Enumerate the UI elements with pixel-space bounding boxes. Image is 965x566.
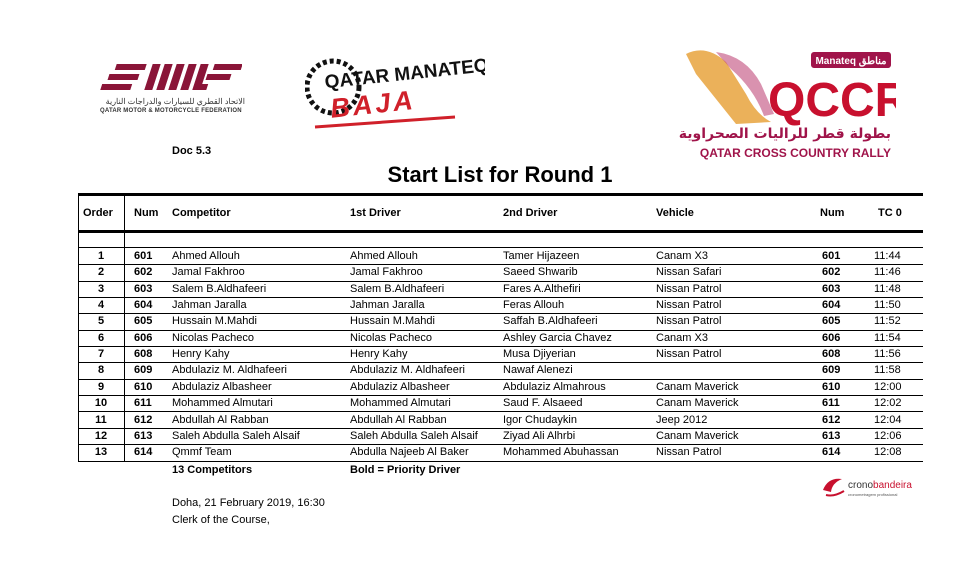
cell-vehicle: Jeep 2012: [656, 413, 708, 426]
cell-driver1: Abdulla Najeeb Al Baker: [350, 446, 469, 459]
column-header-vehicle: Vehicle: [656, 207, 694, 219]
cell-competitor: Jamal Fakhroo: [172, 266, 245, 279]
cell-competitor: Qmmf Team: [172, 446, 232, 459]
cell-vehicle: Nissan Patrol: [656, 315, 722, 328]
cell-driver2: Saffah B.Aldhafeeri: [503, 315, 598, 328]
table-row: [78, 429, 923, 445]
qccr-arabic-name: بطولة قطر للراليات الصحراوية: [678, 126, 891, 142]
table-row: [78, 363, 923, 379]
qmmf-arabic-name: الاتحاد القطري للسيارات والدراجات النارية: [105, 97, 245, 106]
column-header-competitor: Competitor: [172, 207, 231, 219]
cell-driver2: Tamer Hijazeen: [503, 250, 580, 262]
cell-num2: 605: [822, 315, 841, 328]
cell-order: 4: [97, 299, 105, 312]
cell-order: 5: [97, 315, 105, 328]
crono-tagline: cronometragem profissional: [848, 492, 898, 497]
cell-driver2: Mohammed Abuhassan: [503, 446, 619, 459]
baja-logo-line2: BAJA: [328, 84, 418, 124]
cell-vehicle: Canam Maverick: [656, 429, 739, 442]
cell-num: 612: [134, 413, 153, 426]
cell-num2: 614: [822, 446, 841, 459]
cell-tc0: 11:46: [874, 266, 901, 279]
cell-vehicle: Nissan Safari: [656, 266, 722, 279]
column-header-num2: Num: [820, 207, 845, 219]
cell-num2: 609: [822, 364, 841, 377]
cell-driver1: Mohammed Almutari: [350, 397, 451, 410]
table-row: [78, 347, 923, 363]
cell-order: 2: [97, 266, 105, 279]
crono-swoosh-icon: [823, 479, 842, 492]
cell-driver2: Ziyad Ali Alhrbi: [503, 429, 576, 442]
cell-num: 604: [134, 299, 153, 312]
competitor-count: 13 Competitors: [172, 464, 253, 476]
table-row: [78, 331, 923, 347]
column-header-tc0: TC 0: [878, 207, 902, 219]
cell-num2: 611: [822, 397, 840, 410]
qmmf-logo: [100, 60, 250, 120]
cell-driver2: Musa Djiyerian: [503, 348, 576, 361]
crono-name-a: crono: [848, 480, 874, 491]
cell-num2: 612: [822, 413, 841, 426]
cell-driver2: Saud F. Alsaeed: [503, 397, 583, 410]
cell-num2: 608: [822, 348, 841, 361]
clerk-signature-line: Clerk of the Course,: [172, 514, 270, 526]
qccr-logo-mark: QCCR: [768, 74, 896, 127]
cell-order: 11: [95, 413, 107, 426]
cell-vehicle: Nissan Patrol: [656, 348, 722, 361]
cell-driver2: Fares A.Althefiri: [503, 282, 581, 295]
cell-tc0: 11:48: [874, 282, 901, 295]
cell-num: 611: [134, 397, 152, 410]
cell-competitor: Salem B.Aldhafeeri: [172, 282, 267, 295]
cell-order: 7: [97, 348, 105, 361]
cell-num2: 613: [822, 429, 841, 442]
cell-driver1: Ahmed Allouh: [350, 250, 418, 262]
table-row: [78, 380, 923, 396]
document-reference: Doc 5.3: [172, 145, 212, 157]
svg-text:cronobandeira: [848, 480, 912, 491]
cell-num: 610: [134, 380, 153, 393]
cell-vehicle: Canam Maverick: [656, 397, 739, 410]
cell-num2: 603: [822, 282, 841, 295]
cell-driver1: Jahman Jaralla: [350, 299, 425, 312]
cell-competitor: Nicolas Pacheco: [172, 331, 254, 344]
cell-order: 8: [97, 364, 105, 377]
cell-order: 13: [94, 446, 108, 459]
cell-num2: 610: [822, 380, 841, 393]
cell-competitor: Abdulaziz Albasheer: [172, 380, 272, 393]
cell-vehicle: Canam X3: [656, 250, 708, 262]
cell-num: 606: [134, 331, 153, 344]
cell-competitor: Mohammed Almutari: [172, 397, 273, 410]
cell-num: 609: [134, 364, 153, 377]
cell-num: 603: [134, 282, 153, 295]
cell-num: 613: [134, 429, 153, 442]
cell-competitor: Saleh Abdulla Saleh Alsaif: [172, 429, 300, 442]
cell-driver2: Saeed Shwarib: [503, 266, 578, 279]
cell-tc0: 11:56: [874, 348, 901, 361]
cell-driver2: Ashley Garcia Chavez: [503, 331, 612, 344]
cell-vehicle: Nissan Patrol: [656, 446, 722, 459]
cell-driver2: Feras Allouh: [503, 299, 565, 312]
cell-tc0: 12:02: [874, 397, 902, 410]
cell-competitor: Jahman Jaralla: [172, 299, 247, 312]
qccr-english-name: QATAR CROSS COUNTRY RALLY: [699, 146, 891, 160]
cell-driver1: Abdullah Al Rabban: [350, 413, 447, 426]
cell-tc0: 12:00: [874, 380, 902, 393]
cell-vehicle: Canam X3: [656, 331, 708, 344]
cell-order: 12: [94, 429, 108, 442]
table-row: [78, 413, 923, 429]
table-row: [78, 249, 923, 265]
cell-tc0: 12:04: [874, 413, 902, 426]
cell-num: 614: [134, 446, 153, 459]
table-row: [78, 396, 923, 412]
table-row: [78, 282, 923, 298]
cell-order: 3: [97, 282, 105, 295]
cell-competitor: Abdulaziz M. Aldhafeeri: [172, 364, 287, 377]
cell-driver2: Nawaf Alenezi: [503, 364, 573, 377]
cell-order: 9: [97, 380, 105, 393]
cell-vehicle: Nissan Patrol: [656, 299, 722, 312]
priority-driver-note: Bold = Priority Driver: [350, 464, 461, 476]
cell-num: 601: [134, 250, 153, 262]
cell-competitor: Abdullah Al Rabban: [172, 413, 269, 426]
cell-driver1: Saleh Abdulla Saleh Alsaif: [350, 429, 478, 442]
column-header-1st-driver: 1st Driver: [350, 207, 401, 219]
column-header-order: Order: [83, 207, 113, 219]
table-row: [78, 314, 923, 330]
cell-driver2: Igor Chudaykin: [503, 413, 577, 426]
cell-driver1: Jamal Fakhroo: [350, 266, 423, 279]
cell-driver2: Abdulaziz Almahrous: [503, 380, 606, 393]
cell-competitor: Hussain M.Mahdi: [172, 315, 257, 328]
page-title: Start List for Round 1: [387, 162, 613, 187]
cell-order: 1: [97, 250, 105, 262]
qmmf-english-name: QATAR MOTOR & MOTORCYCLE FEDERATION: [100, 108, 242, 114]
table-header-row: [78, 193, 923, 233]
baja-logo: [305, 47, 485, 132]
cronobandeira-logo: [820, 474, 920, 500]
cell-driver1: Salem B.Aldhafeeri: [350, 282, 445, 295]
cell-tc0: 11:50: [874, 299, 901, 312]
column-header-2nd-driver: 2nd Driver: [503, 207, 558, 219]
cell-competitor: Ahmed Allouh: [172, 250, 240, 262]
baja-logo-line1: QATAR MANATEQ: [323, 55, 485, 94]
cell-tc0: 11:44: [874, 250, 901, 262]
cell-num2: 606: [822, 331, 841, 344]
cell-tc0: 11:54: [874, 331, 901, 344]
cell-driver1: Hussain M.Mahdi: [350, 315, 435, 328]
table-row: [78, 265, 923, 281]
table-row: [78, 298, 923, 314]
column-header-num: Num: [134, 207, 159, 219]
cell-driver1: Henry Kahy: [350, 348, 408, 361]
cell-vehicle: Nissan Patrol: [656, 282, 722, 295]
cell-num: 608: [134, 348, 153, 361]
place-date: Doha, 21 February 2019, 16:30: [172, 497, 325, 509]
cell-num2: 604: [822, 299, 841, 312]
cell-driver1: Abdulaziz M. Aldhafeeri: [350, 364, 465, 377]
qmmf-logo-mark: [100, 60, 242, 96]
cell-driver1: Abdulaziz Albasheer: [350, 380, 450, 393]
cell-tc0: 12:08: [874, 446, 902, 459]
cell-num: 602: [134, 266, 153, 279]
cell-competitor: Henry Kahy: [172, 348, 230, 361]
cell-tc0: 11:58: [874, 364, 901, 377]
crono-name-b: bandeira: [873, 480, 912, 491]
cell-num2: 601: [822, 250, 841, 262]
cell-vehicle: Canam Maverick: [656, 380, 739, 393]
qccr-logo: [676, 44, 896, 162]
cell-driver1: Nicolas Pacheco: [350, 331, 432, 344]
cell-num: 605: [134, 315, 153, 328]
cell-order: 6: [97, 331, 105, 344]
qccr-manateq-badge: Manateq مناطق: [815, 56, 887, 67]
cell-order: 10: [94, 397, 108, 410]
table-row: [78, 445, 923, 461]
cell-tc0: 12:06: [874, 429, 902, 442]
cell-tc0: 11:52: [874, 315, 901, 328]
cell-num2: 602: [822, 266, 841, 279]
